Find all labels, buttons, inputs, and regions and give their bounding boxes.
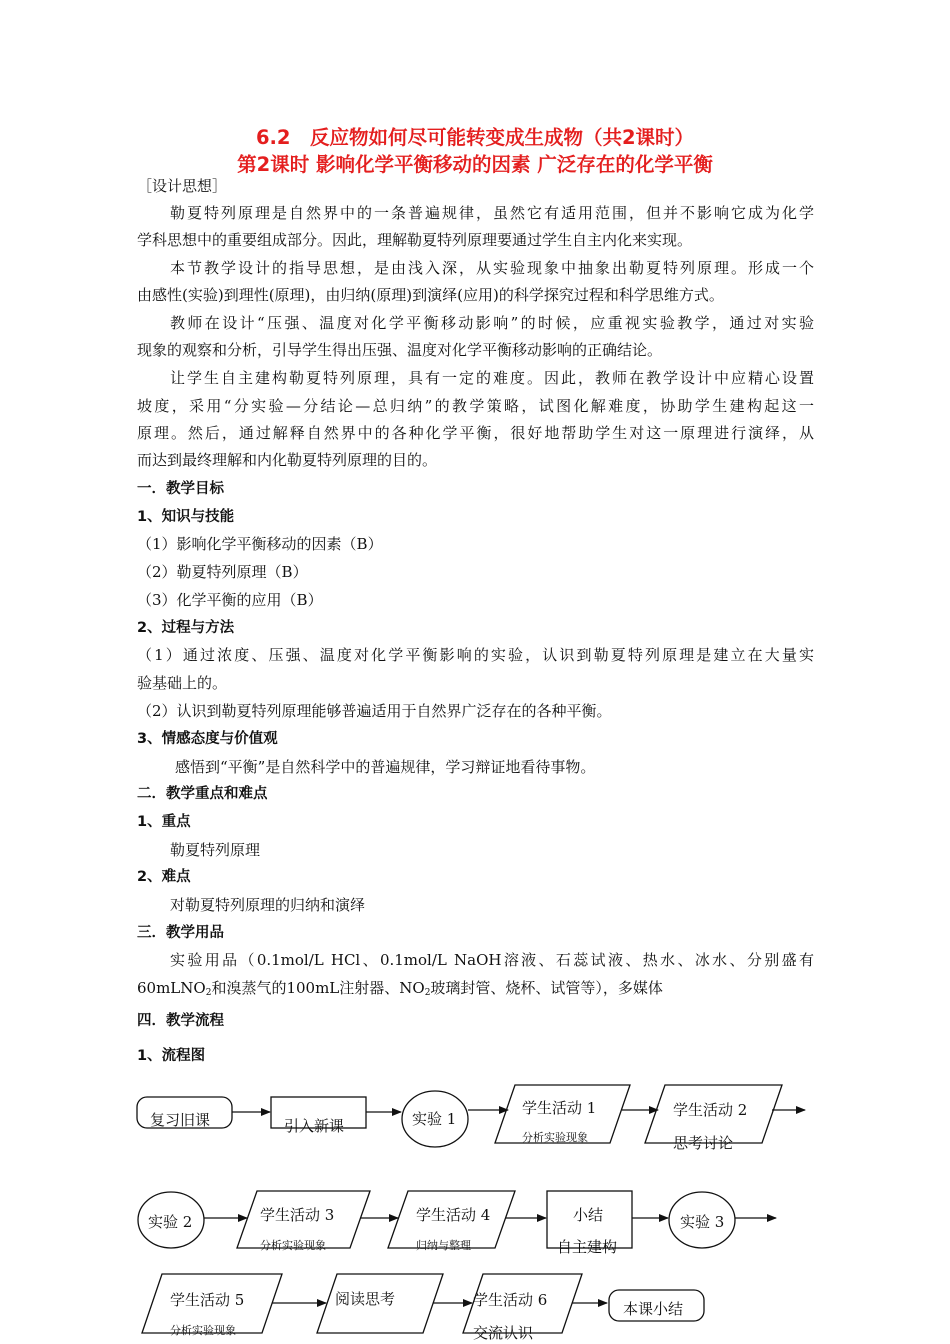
flow-label: 学生活动 1 (522, 1099, 597, 1117)
design-paragraph: 而达到最终理解和内化勒夏特列原理的目的。 (137, 451, 438, 469)
body-text: 实验用品（0.1mol/L HCl、0.1mol/L NaOH溶液、石蕊试液、热水、冰水、分别盛有 (170, 951, 814, 969)
subsection-heading: 1、知识与技能 (137, 509, 235, 525)
flow-label: 学生活动 4 (416, 1206, 491, 1224)
body-text: 60mLNO$_2$和溴蒸气的100mL注射器、$NO_2$玻璃封管、烧杯、试管等），多媒体 (137, 979, 663, 998)
subsection-heading: 1、流程图 (137, 1048, 206, 1064)
flow-label: 学生活动 5 (170, 1291, 245, 1309)
flow-label: 实验 2 (148, 1213, 193, 1231)
design-heading: ［设计思想］ (137, 177, 228, 195)
design-paragraph: 让学生自主建构勒夏特列原理，具有一定的难度。因此，教师在教学设计中应精心设置 (170, 369, 814, 387)
flow-sublabel: 交流认识 (473, 1324, 534, 1342)
list-item: （3）化学平衡的应用（B） (137, 591, 323, 609)
flow-label: 实验 3 (680, 1213, 725, 1231)
subsection-heading: 2、过程与方法 (137, 620, 235, 636)
flow-label: 本课小结 (623, 1300, 684, 1318)
body-text: 感悟到“平衡”是自然科学中的普遍规律，学习辩证地看待事物。 (175, 758, 596, 776)
body-text: 对勒夏特列原理的归纳和演绎 (170, 896, 366, 914)
section-heading: 四．教学流程 (137, 1013, 224, 1029)
title-line-1: 6.2 反应物如何尽可能转变成生成物（共2课时） (255, 126, 695, 149)
flow-sublabel: 自主建构 (557, 1238, 618, 1256)
flow-sublabel: 思考讨论 (673, 1134, 734, 1152)
body-text: 勒夏特列原理 (170, 841, 261, 859)
flow-label: 阅读思考 (335, 1290, 396, 1308)
list-item: （2）勒夏特列原理（B） (137, 563, 308, 581)
flow-label: 学生活动 6 (473, 1291, 548, 1309)
flow-sublabel: 分析实验现象 (170, 1324, 236, 1337)
section-heading: 一．教学目标 (137, 481, 224, 497)
list-item: （2）认识到勒夏特列原理能够普遍适用于自然界广泛存在的各种平衡。 (137, 702, 612, 720)
design-paragraph: 教师在设计“压强、温度对化学平衡移动影响”的时候，应重视实验教学，通过对实验 (170, 314, 814, 332)
flow-sublabel: 归纳与整理 (416, 1239, 471, 1252)
flow-sublabel: 分析实验现象 (260, 1239, 326, 1252)
flow-label: 复习旧课 (150, 1111, 211, 1129)
section-heading: 三．教学用品 (137, 925, 224, 941)
design-paragraph: 由感性(实验)到理性(原理)，由归纳(原理)到演绎(应用)的科学探究过程和科学思维方式。 (137, 286, 724, 304)
flow-label: 引入新课 (284, 1117, 345, 1135)
subsection-heading: 1、重点 (137, 814, 191, 830)
section-heading: 二．教学重点和难点 (137, 786, 268, 802)
subsection-heading: 2、难点 (137, 869, 191, 885)
subsection-heading: 3、情感态度与价值观 (137, 731, 278, 747)
flow-label: 实验 1 (412, 1110, 457, 1128)
flow-label: 小结 (573, 1206, 604, 1224)
list-item: （1）影响化学平衡移动的因素（B） (137, 535, 383, 553)
list-item: 验基础上的。 (137, 674, 228, 692)
flow-label: 学生活动 3 (260, 1206, 335, 1224)
design-paragraph: 学科思想中的重要组成部分。因此，理解勒夏特列原理要通过学生自主内化来实现。 (137, 231, 693, 249)
title-line-2: 第2课时 影响化学平衡移动的因素 广泛存在的化学平衡 (237, 153, 713, 176)
flow-label: 学生活动 2 (673, 1101, 748, 1119)
flow-sublabel: 分析实验现象 (522, 1131, 588, 1144)
design-paragraph: 原理。然后，通过解释自然界中的各种化学平衡，很好地帮助学生对这一原理进行演绎，从 (137, 424, 814, 442)
design-paragraph: 现象的观察和分析，引导学生得出压强、温度对化学平衡移动影响的正确结论。 (137, 341, 663, 359)
design-paragraph: 勒夏特列原理是自然界中的一条普遍规律，虽然它有适用范围，但并不影响它成为化学 (170, 204, 814, 222)
design-paragraph: 本节教学设计的指导思想，是由浅入深，从实验现象中抽象出勒夏特列原理。形成一个 (170, 259, 814, 277)
design-paragraph: 坡度，采用“分实验—分结论—总归纳”的教学策略，试图化解难度，协助学生建构起这一 (137, 397, 814, 415)
list-item: （1）通过浓度、压强、温度对化学平衡影响的实验，认识到勒夏特列原理是建立在大量实 (137, 646, 814, 664)
